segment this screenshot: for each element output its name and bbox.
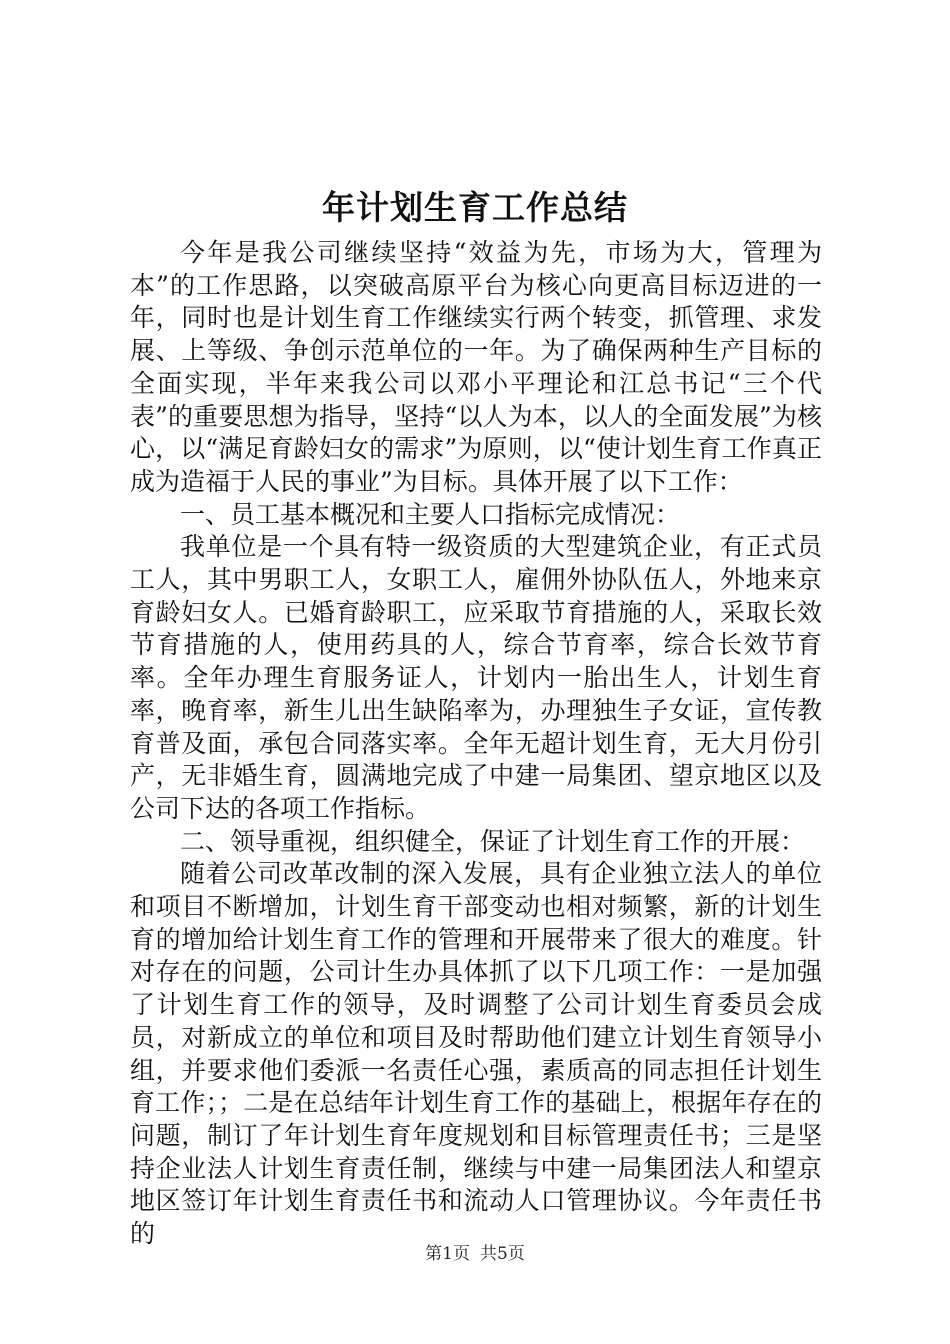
document-body: [130, 237, 822, 1251]
page-title: 年计划生育工作总结: [322, 188, 628, 227]
paragraph-section-1: 我单位是一个具有特一级资质的大型建筑企业，有正式员工人，其中男职工人，女职工人，雇佣外协队伍人，外地来京育龄妇女人。已婚育龄职工，应采取节育措施的人，采取长效节育措施的人，使用药具的人，综合节育率，综合长效节育率。全年办理生育服务证人，计划内一胎出生人，计划生育率，晚育率，新生儿出生缺陷率为，办理独生子女证，宣传教育普及面，承包合同落实率。全年无超计划生育，无大月份引产，无非婚生育，圆满地完成了中建一局集团、望京地区以及公司下达的各项工作指标。: [130, 532, 822, 823]
page-number: 第1页: [425, 1244, 470, 1264]
section-heading-2: 二、领导重视，组织健全，保证了计划生育工作的开展：: [180, 826, 806, 856]
paragraph-intro: 今年是我公司继续坚持“效益为先，市场为大，管理为本”的工作思路，以突破高原平台为核心向更高目标迈进的一年，同时也是计划生育工作继续实行两个转变，抓管理、求发展、上等级、争创示范单位的一年。为了确保两种生产目标的全面实现，半年来我公司以邓小平理论和江总书记“三个代表”的重要思想为指导，坚持“以人为本，以人的全面发展”为核心，以“满足育龄妇女的需求”为原则，以“使计划生育工作真正成为造福于人民的事业”为目标。具体开展了以下工作：: [130, 238, 822, 496]
page-footer: [0, 1243, 950, 1265]
page-total: 共5页: [480, 1244, 525, 1264]
section-heading-1: 一、员工基本概况和主要人口指标完成情况：: [180, 499, 681, 529]
paragraph-section-2: 随着公司改革改制的深入发展，具有企业独立法人的单位和项目不断增加，计划生育干部变动也相对频繁，新的计划生育的增加给计划生育工作的管理和开展带来了很大的难度。针对存在的问题，公司计生办具体抓了以下几项工作：一是加强了计划生育工作的领导，及时调整了公司计划生育委员会成员，对新成立的单位和项目及时帮助他们建立计划生育领导小组，并要求他们委派一名责任心强，素质高的同志担任计划生育工作；；二是在总结年计划生育工作的基础上，根据年存在的问题，制订了年计划生育年度规划和目标管理责任书；三是坚持企业法人计划生育责任制，继续与中建一局集团法人和望京地区签订年计划生育责任书和流动人口管理协议。今年责任书的: [130, 859, 822, 1249]
